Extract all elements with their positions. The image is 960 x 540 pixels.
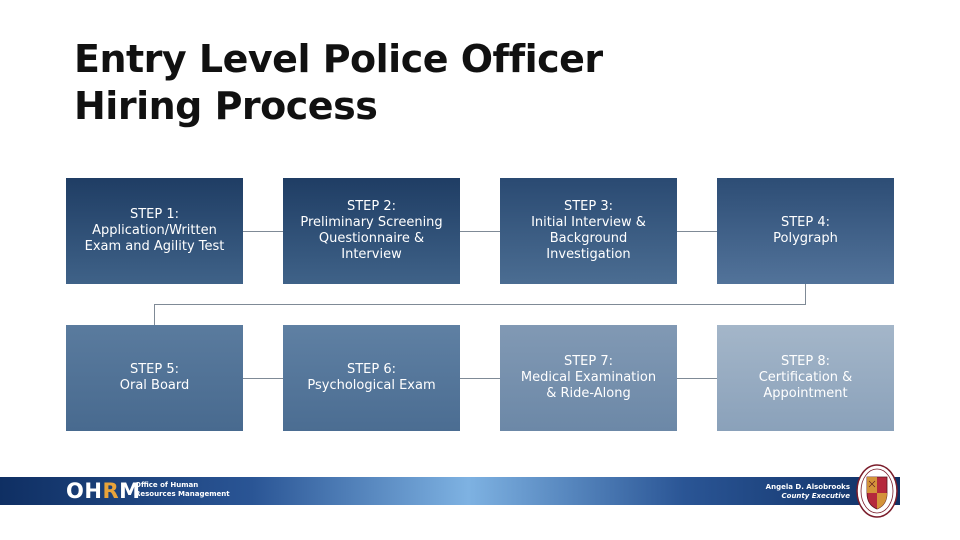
step-1-box: STEP 1: Application/Written Exam and Agility Test (66, 178, 243, 284)
connector-5-6 (243, 378, 283, 379)
ohrm-subtitle: Office of Human Resources Management (135, 481, 230, 498)
step-5-box: STEP 5: Oral Board (66, 325, 243, 431)
page-title: Entry Level Police Officer Hiring Process (74, 37, 603, 128)
ohrm-logo: OHRM (66, 479, 141, 503)
connector-5-up (154, 304, 155, 325)
connector-6-7 (460, 378, 500, 379)
step-7-box: STEP 7: Medical Examination & Ride-Along (500, 325, 677, 431)
county-executive (720, 483, 850, 501)
step-2-box: STEP 2: Preliminary Screening Questionnaire & Interview (283, 178, 460, 284)
step-6-box: STEP 6: Psychological Exam (283, 325, 460, 431)
connector-4-down (805, 284, 806, 304)
step-8-box: STEP 8: Certification & Appointment (717, 325, 894, 431)
connector-2-3 (460, 231, 500, 232)
connector-7-8 (677, 378, 717, 379)
connector-3-4 (677, 231, 717, 232)
connector-1-2 (243, 231, 283, 232)
connector-4-5-horizontal (154, 304, 806, 305)
executive-title: County Executive (781, 492, 850, 500)
executive-name: Angela D. Alsobrooks (765, 483, 850, 491)
step-3-box: STEP 3: Initial Interview & Background Investigation (500, 178, 677, 284)
step-4-box: STEP 4: Polygraph (717, 178, 894, 284)
county-seal-icon (855, 463, 899, 519)
